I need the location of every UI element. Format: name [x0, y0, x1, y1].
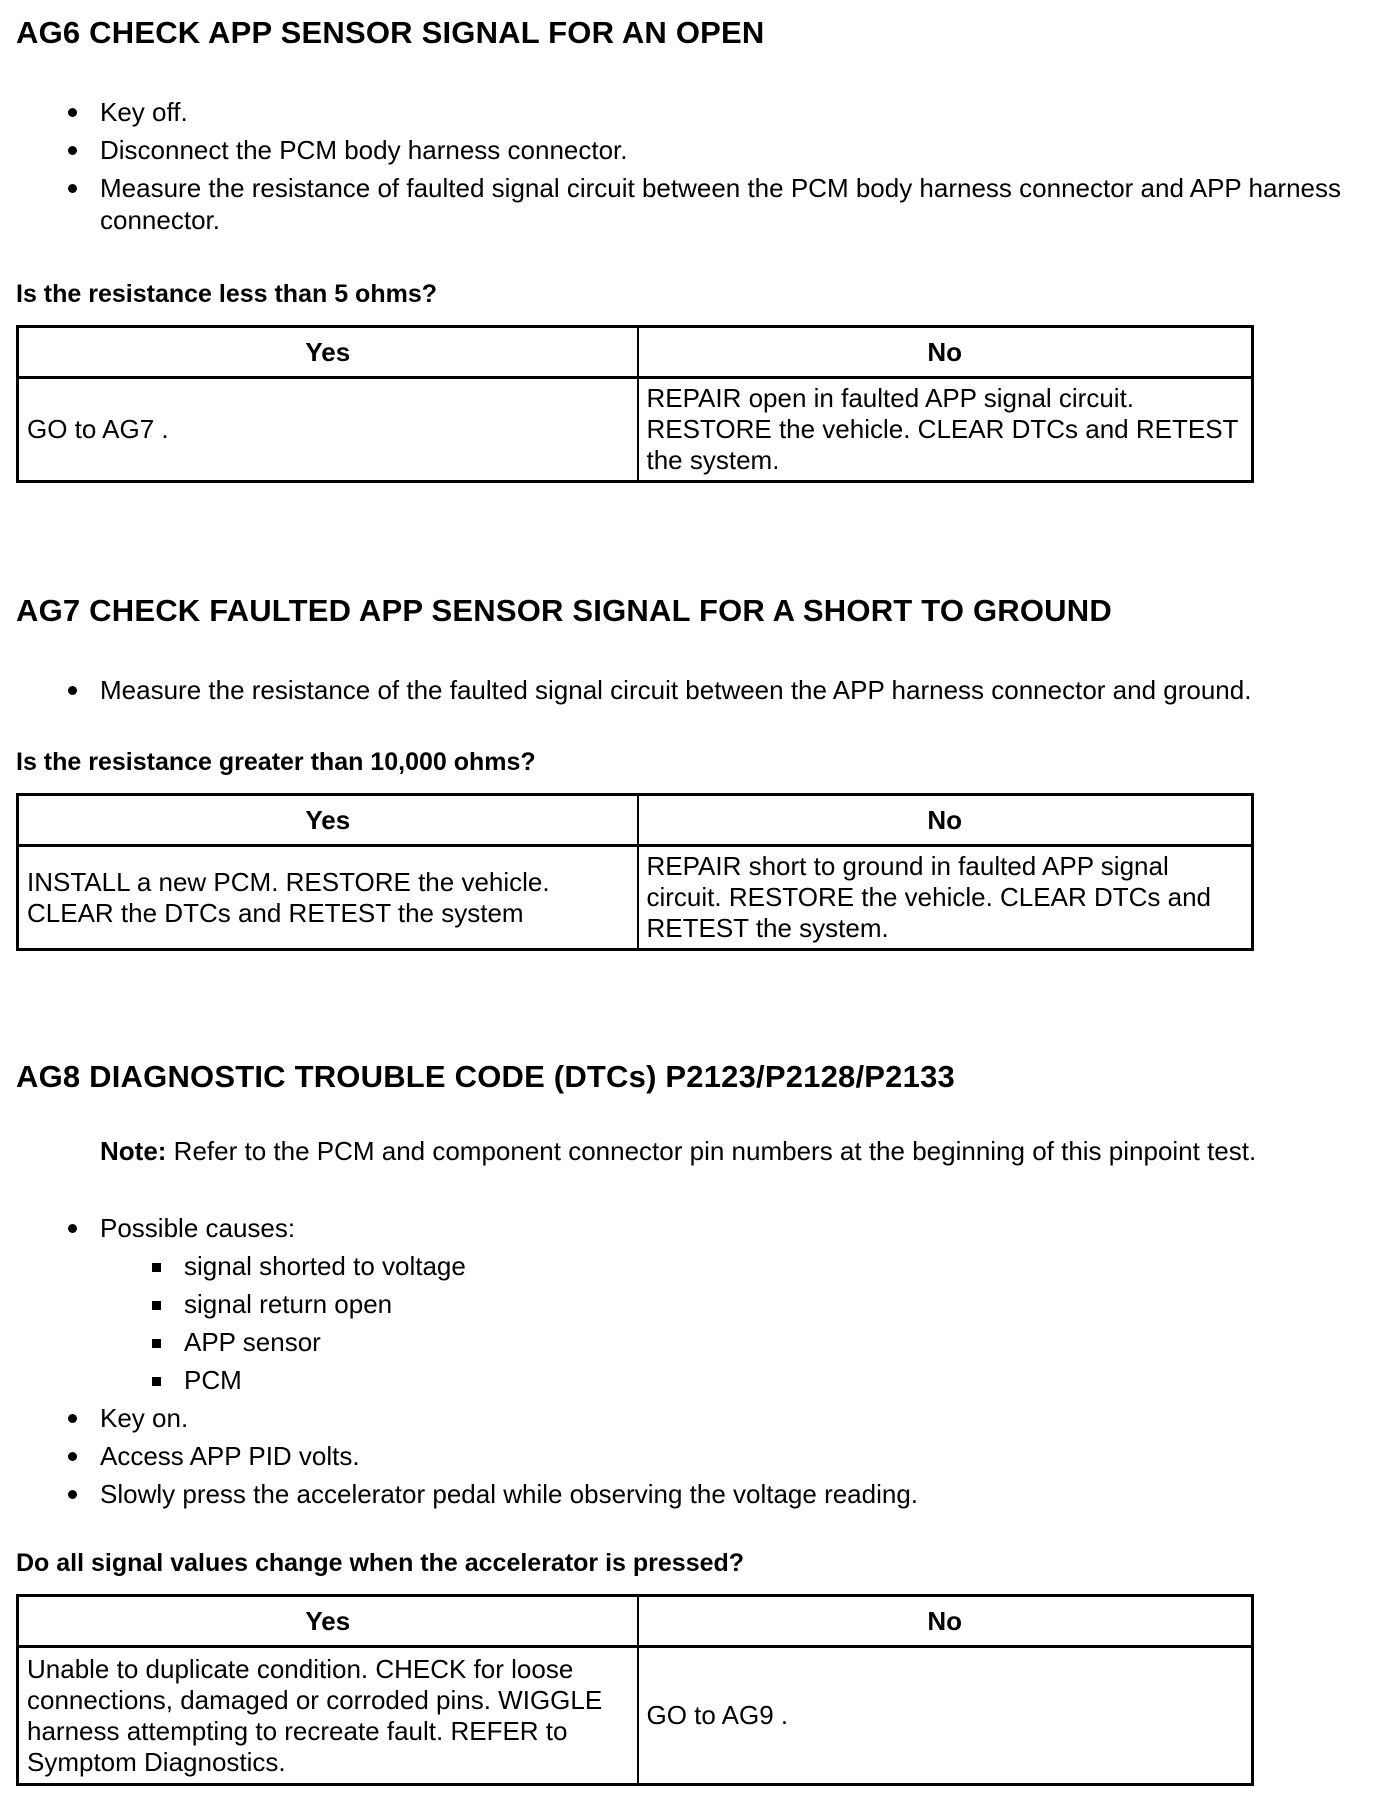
- ag7-title: AG7 CHECK FAULTED APP SENSOR SIGNAL FOR A SHORT TO GROUND: [16, 593, 1112, 628]
- step-item: Measure the resistance of faulted signal circuit between the PCM body harness connector and APP harness connector.: [16, 172, 1350, 236]
- yes-cell: INSTALL a new PCM. RESTORE the vehicle. CLEAR the DTCs and RETEST the system: [18, 846, 638, 950]
- bullet-icon: [68, 1452, 77, 1461]
- bullet-icon: [68, 146, 77, 155]
- no-header: No: [638, 795, 1253, 846]
- causes-list: [16, 1250, 1356, 1396]
- step-item: Disconnect the PCM body harness connector.: [16, 134, 1356, 166]
- step-item: Key on.: [16, 1402, 1356, 1434]
- table-header-row: [18, 1596, 1253, 1647]
- ag6-title: AG6 CHECK APP SENSOR SIGNAL FOR AN OPEN: [16, 15, 765, 50]
- table-header-row: [18, 795, 1253, 846]
- list-item: signal shorted to voltage: [16, 1250, 1356, 1282]
- bullet-icon: [68, 1490, 77, 1499]
- table-row: [18, 846, 1253, 950]
- list-item: APP sensor: [16, 1326, 1356, 1358]
- ag8-question: Do all signal values change when the accelerator is pressed?: [16, 1549, 745, 1577]
- step-item: Slowly press the accelerator pedal while observing the voltage reading.: [16, 1478, 1356, 1510]
- bullet-icon: [68, 184, 77, 193]
- bullet-icon: [68, 108, 77, 117]
- ag6-section: [16, 14, 1356, 52]
- ag7-steps: [16, 674, 1356, 712]
- bullet-icon: [68, 1224, 77, 1233]
- yes-header: Yes: [18, 327, 638, 378]
- step-item: Access APP PID volts.: [16, 1440, 1356, 1472]
- note-text: Refer to the PCM and component connector pin numbers at the beginning of this pinpoint test.: [173, 1136, 1257, 1166]
- yes-header: Yes: [18, 1596, 638, 1647]
- table-row: [18, 1647, 1253, 1785]
- no-header: No: [638, 327, 1253, 378]
- no-header: No: [638, 1596, 1253, 1647]
- table-header-row: [18, 327, 1253, 378]
- ag6-result-table: [16, 325, 1254, 483]
- square-bullet-icon: [152, 1263, 161, 1272]
- yes-header: Yes: [18, 795, 638, 846]
- ag8-result-table: [16, 1594, 1254, 1786]
- ag6-question: Is the resistance less than 5 ohms?: [16, 280, 437, 308]
- step-item: [16, 1212, 1356, 1396]
- causes-label: Possible causes:: [100, 1213, 296, 1243]
- yes-cell: Unable to duplicate condition. CHECK for loose connections, damaged or corroded pins. WIGGLE harness attempting to recreate fault. REFER to Symptom Diagnostics.: [18, 1647, 638, 1785]
- no-cell: GO to AG9 .: [638, 1647, 1253, 1785]
- step-item: Measure the resistance of the faulted signal circuit between the APP harness connector and ground.: [16, 674, 1356, 706]
- yes-cell: GO to AG7 .: [18, 378, 638, 482]
- ag8-steps: [16, 1212, 1356, 1516]
- ag6-steps: [16, 96, 1356, 242]
- square-bullet-icon: [152, 1339, 161, 1348]
- no-cell: REPAIR open in faulted APP signal circuit. RESTORE the vehicle. CLEAR DTCs and RETEST the system.: [638, 378, 1253, 482]
- list-item: PCM: [16, 1364, 1356, 1396]
- ag7-result-table: [16, 793, 1254, 951]
- bullet-icon: [68, 1414, 77, 1423]
- ag8-title: AG8 DIAGNOSTIC TROUBLE CODE (DTCs) P2123/P2128/P2133: [16, 1059, 955, 1094]
- bullet-icon: [68, 686, 77, 695]
- ag8-section: [16, 1058, 1356, 1096]
- ag7-section: [16, 592, 1356, 630]
- square-bullet-icon: [152, 1377, 161, 1386]
- ag8-note: [100, 1136, 1256, 1167]
- no-cell: REPAIR short to ground in faulted APP signal circuit. RESTORE the vehicle. CLEAR DTCs and RETEST the system.: [638, 846, 1253, 950]
- list-item: signal return open: [16, 1288, 1356, 1320]
- note-label: Note:: [100, 1136, 167, 1166]
- square-bullet-icon: [152, 1301, 161, 1310]
- table-row: [18, 378, 1253, 482]
- ag7-question: Is the resistance greater than 10,000 ohms?: [16, 748, 536, 776]
- step-item: Key off.: [16, 96, 1356, 128]
